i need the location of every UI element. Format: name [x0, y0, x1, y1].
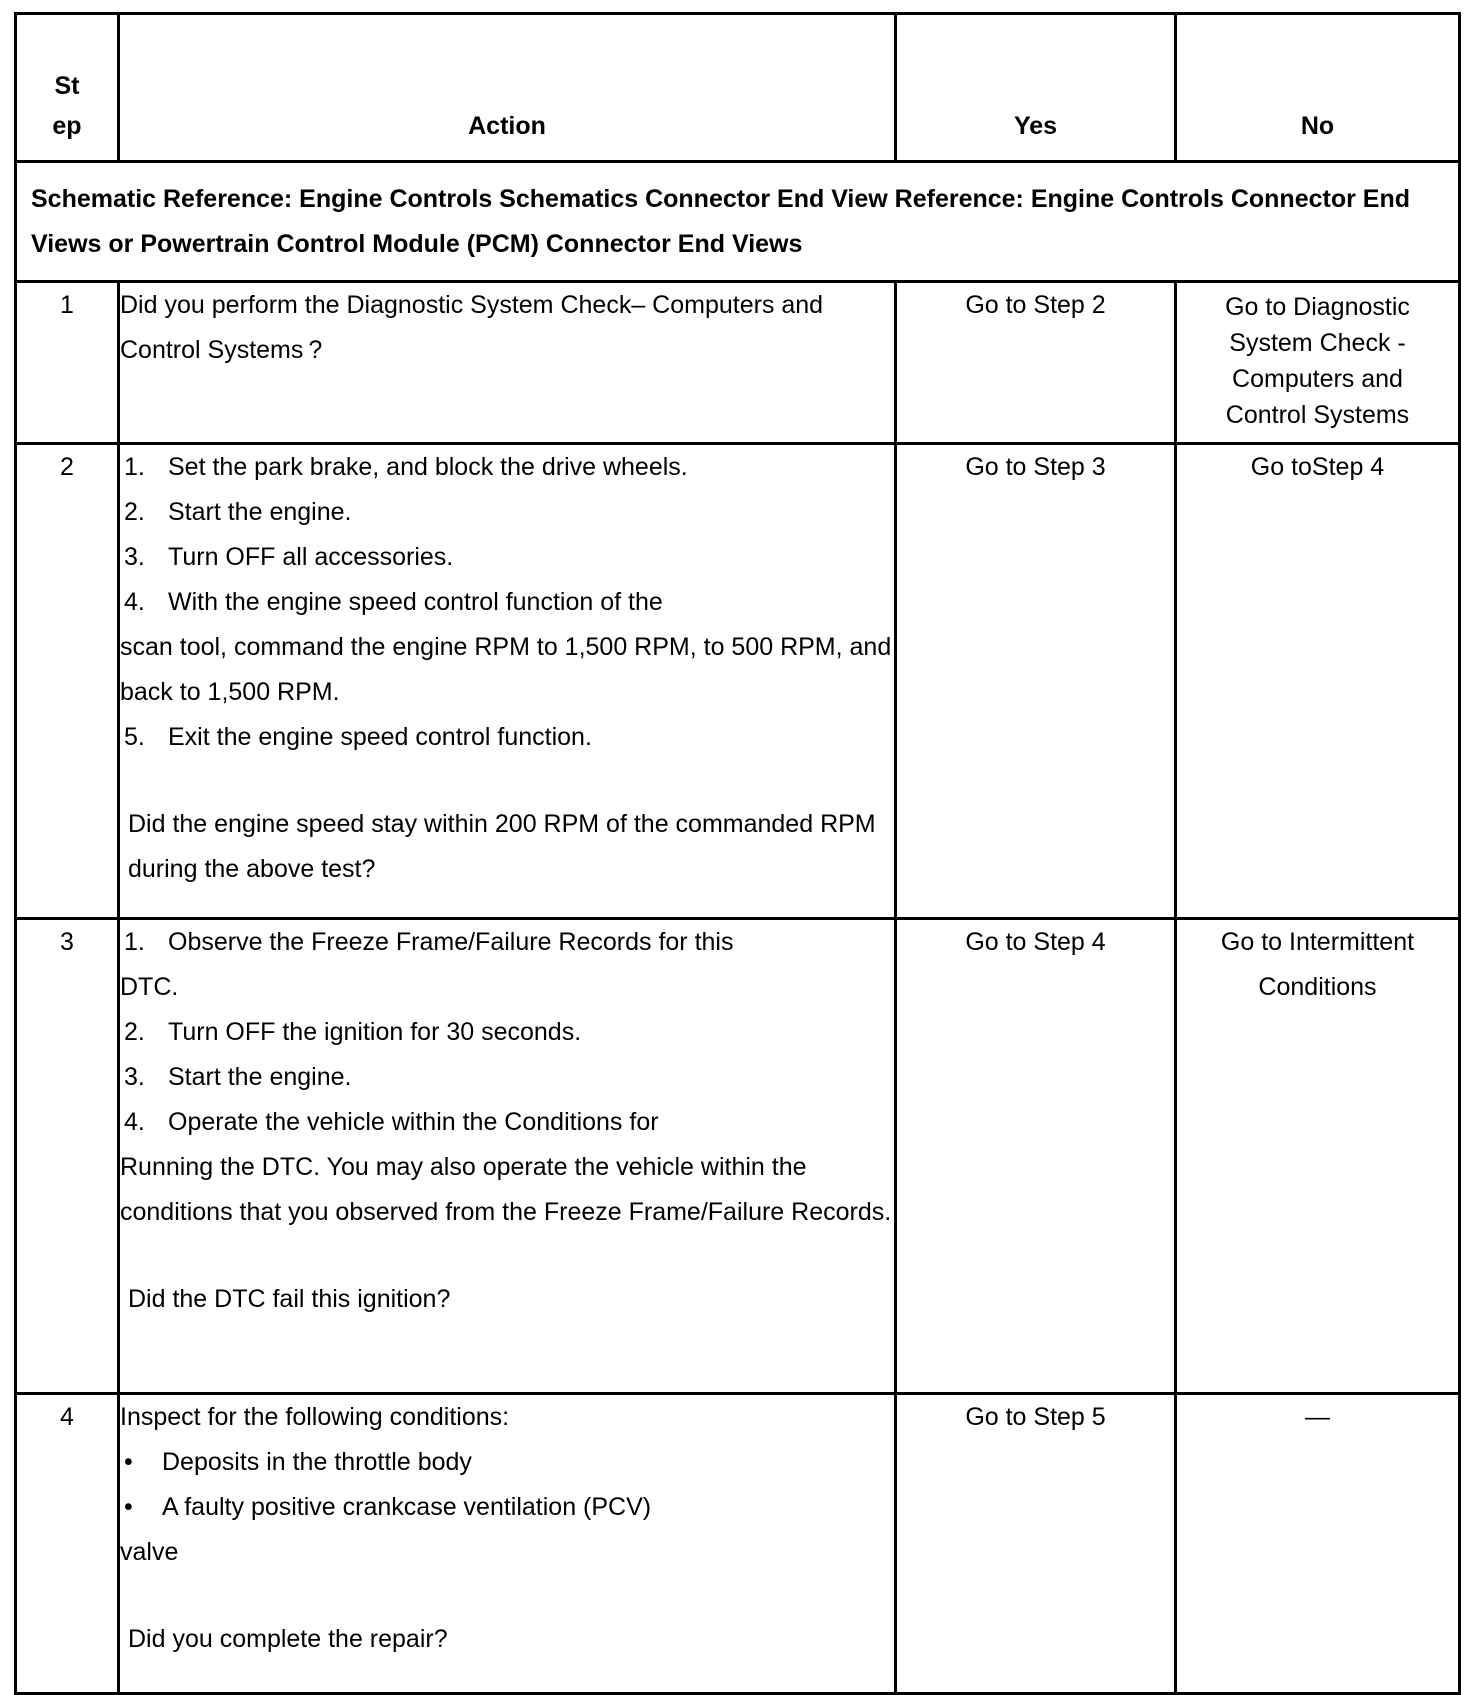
table-row	[16, 282, 1460, 444]
list-item: 5. Exit the engine speed control function.	[124, 723, 592, 751]
no-cell: Go to Diagnostic System Check - Computers and Control Systems	[1176, 282, 1460, 444]
action-text: Did you perform the Diagnostic System Check– Computers and Control Systems ?	[120, 291, 824, 364]
header-yes: Yes	[896, 14, 1176, 162]
list-item-continuation: DTC.	[120, 973, 179, 1001]
action-cell	[119, 919, 896, 1394]
step-number: 4	[16, 1394, 119, 1694]
reference-row	[16, 162, 1460, 282]
table-row	[16, 444, 1460, 919]
list-item: 3. Start the engine.	[124, 1063, 352, 1091]
step-number: 2	[16, 444, 119, 919]
list-item: 1. Observe the Freeze Frame/Failure Records for this	[124, 928, 734, 956]
list-item-continuation: scan tool, command the engine RPM to 1,500 RPM, to 500 RPM, and back to 1,500 RPM.	[120, 633, 892, 706]
header-step-line2: ep	[52, 112, 82, 140]
table-row	[16, 919, 1460, 1394]
diagnostic-table	[14, 12, 1461, 1695]
bullet-item: • A faulty positive crankcase ventilation (PCV)	[124, 1493, 652, 1521]
list-item-continuation: Running the DTC. You may also operate the vehicle within the conditions that you observed from the Freeze Frame/Failure Records.	[120, 1153, 892, 1226]
header-step-line1: St	[54, 72, 80, 100]
no-cell: Go to Intermittent Conditions	[1176, 919, 1460, 1394]
action-cell	[119, 1394, 896, 1694]
schematic-reference: Schematic Reference: Engine Controls Schematics Connector End View Reference: Engine Controls Connector End Views or Powertrain Control Module (PCM) Connector End Views	[16, 162, 1460, 282]
list-item: 2. Turn OFF the ignition for 30 seconds.	[124, 1018, 582, 1046]
header-row	[16, 14, 1460, 162]
list-item: 4. With the engine speed control function of the	[124, 588, 663, 616]
yes-cell: Go to Step 2	[896, 282, 1176, 444]
yes-cell: Go to Step 4	[896, 919, 1176, 1394]
yes-cell: Go to Step 3	[896, 444, 1176, 919]
table-row	[16, 1394, 1460, 1694]
header-action: Action	[119, 14, 896, 162]
no-cell: Go toStep 4	[1176, 444, 1460, 919]
action-cell	[119, 282, 896, 444]
list-item: 4. Operate the vehicle within the Conditions for	[124, 1108, 659, 1136]
action-cell	[119, 444, 896, 919]
intro-text: Inspect for the following conditions:	[120, 1403, 510, 1431]
header-step	[16, 14, 119, 162]
bullet-item: • Deposits in the throttle body	[124, 1448, 472, 1476]
question-text: Did you complete the repair?	[128, 1625, 448, 1653]
question-text: Did the DTC fail this ignition?	[128, 1285, 451, 1313]
step-number: 1	[16, 282, 119, 444]
step-number: 3	[16, 919, 119, 1394]
list-item: 3. Turn OFF all accessories.	[124, 543, 454, 571]
question-text: Did the engine speed stay within 200 RPM of the commanded RPM during the above test?	[128, 810, 876, 883]
header-no: No	[1176, 14, 1460, 162]
list-item: 2. Start the engine.	[124, 498, 352, 526]
yes-cell: Go to Step 5	[896, 1394, 1176, 1694]
list-item: 1. Set the park brake, and block the drive wheels.	[124, 453, 688, 481]
no-cell: —	[1176, 1394, 1460, 1694]
bullet-continuation: valve	[120, 1538, 179, 1566]
